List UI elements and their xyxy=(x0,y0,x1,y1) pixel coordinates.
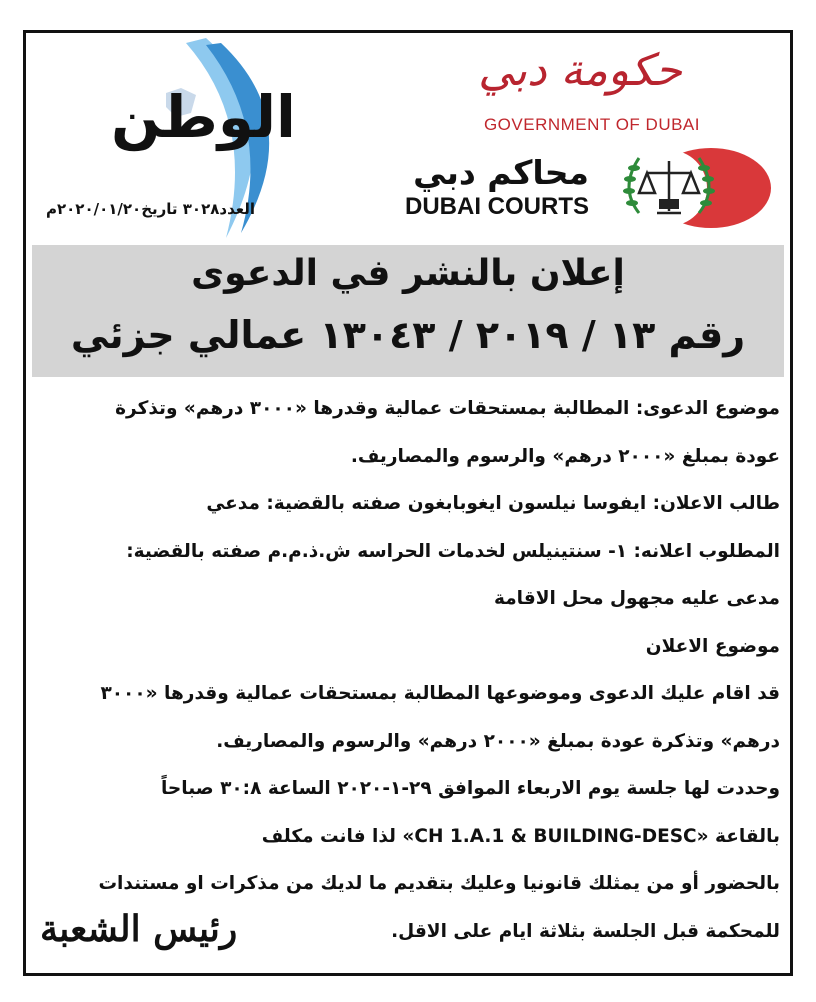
body-line: طالب الاعلان: ايفوسا نيلسون ايغوبابغون صفته بالقضية: مدعي xyxy=(206,493,780,514)
courts-name-english: DUBAI COURTS xyxy=(405,193,589,220)
body-line: بالقاعة «CH 1.A.1 & BUILDING-DESC» لذا فانت مكلف xyxy=(261,825,780,847)
government-of-dubai-logo xyxy=(440,45,700,140)
body-line: عودة بمبلغ «٢٠٠٠ درهم» والرسوم والمصاريف. xyxy=(350,445,780,467)
body-line: وحددت لها جلسة يوم الاربعاء الموافق ٢٩-١-٢٠٢٠ الساعة ٣٠:٨ صباحاً xyxy=(160,778,780,799)
newspaper-masthead xyxy=(46,33,316,245)
body-line: موضوع الدعوى: المطالبة بمستحقات عمالية وقدرها «٣٠٠٠ درهم» وتذكرة xyxy=(115,398,780,419)
body-line: موضوع الاعلان xyxy=(645,635,780,657)
title-band xyxy=(32,245,784,377)
body-line: المطلوب اعلانه: ١- سنتينيلس لخدمات الحراسه ش.ذ.م.م صفته بالقضية: xyxy=(126,540,780,562)
newspaper-name: الوطن xyxy=(111,83,296,151)
notice-frame xyxy=(23,30,793,976)
government-name-arabic: حكومة دبي xyxy=(478,45,682,96)
body-line: درهم» وتذكرة عودة بمبلغ «٢٠٠٠ درهم» والرسوم والمصاريف. xyxy=(216,730,780,752)
notice-body xyxy=(40,385,780,955)
notice-title: إعلان بالنشر في الدعوى xyxy=(191,253,625,294)
courts-name-arabic: محاكم دبي xyxy=(413,153,589,192)
body-line: قد اقام عليك الدعوى وموضوعها المطالبة بمستحقات عمالية وقدرها «٣٠٠٠ xyxy=(100,683,780,704)
header xyxy=(26,33,790,245)
case-number: رقم ١٣ / ٢٠١٩ / ١٣٠٤٣ عمالي جزئي xyxy=(70,313,746,357)
government-name-english: GOVERNMENT OF DUBAI xyxy=(483,115,700,134)
scales-of-justice-icon xyxy=(599,143,774,233)
body-line: مدعى عليه مجهول محل الاقامة xyxy=(493,588,780,609)
issue-info: العدد٣٠٢٨ تاريخ٢٠٢٠/٠١/٢٠م xyxy=(46,200,256,218)
body-line: بالحضور أو من يمثلك قانونيا وعليك بتقديم ما لديك من مذكرات او مستندات xyxy=(98,873,780,894)
signature: رئيس الشعبة xyxy=(40,908,238,950)
dubai-courts-logo xyxy=(374,143,774,243)
body-line: للمحكمة قبل الجلسة بثلاثة ايام على الاقل. xyxy=(391,920,780,942)
